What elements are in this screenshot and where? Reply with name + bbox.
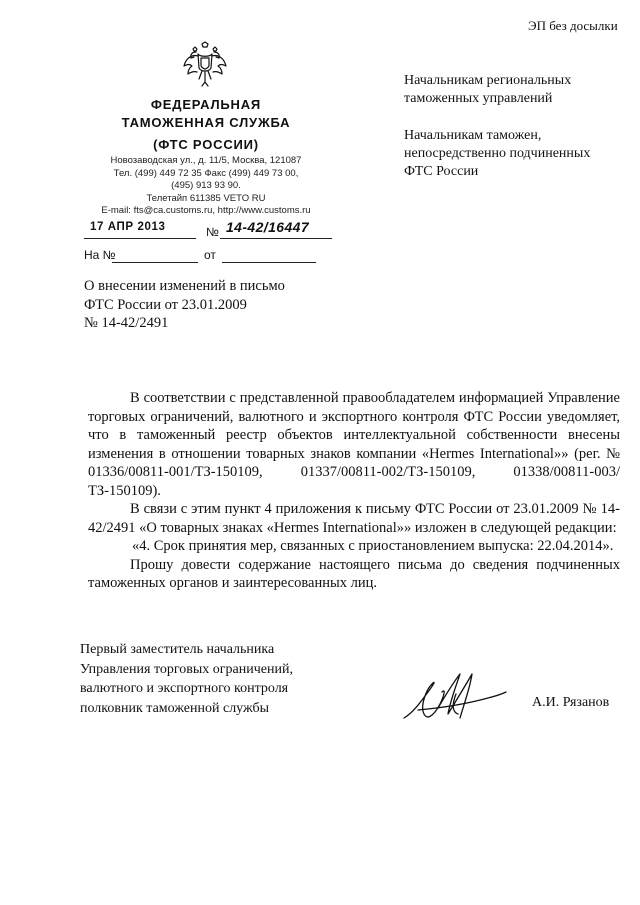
letter-subject — [84, 277, 285, 333]
double-headed-eagle-emblem-icon — [180, 40, 230, 90]
subject-line: № 14-42/2491 — [84, 315, 169, 331]
teletype-line: Телетайп 611385 VETO RU — [146, 192, 266, 204]
addressee-block-regional — [404, 72, 590, 108]
email-line: E-mail: fts@ca.customs.ru, http://www.customs.ru — [101, 205, 311, 216]
addressee-line: непосредственно подчиненных — [404, 146, 591, 161]
addressees — [404, 72, 590, 181]
org-name-line2: ТАМОЖЕННАЯ СЛУЖБА — [121, 115, 291, 130]
position-line: Управления торговых ограничений, — [80, 661, 293, 677]
subject-line: О внесении изменений в письмо — [84, 278, 285, 294]
letter-body — [88, 389, 620, 593]
addressee-block-customs — [404, 127, 590, 181]
position-line: Первый заместитель начальника — [80, 642, 275, 657]
body-paragraph: В соответствии с представленной правообладателем информацией Управление торговых ограничений, валютного и экспортного контроля ФТС России уведомляет, что в таможенный реестр объектов интеллектуальной собственности внесены изменения в отношении товарных знаков компании «Hermes International»» (рег. № 01336/00811-001/ТЗ-150109, 01337/00811-002/ТЗ-150109, 01338/00811-003/ТЗ-150109). — [88, 390, 620, 499]
position-line: валютного и экспортного контроля — [80, 681, 289, 696]
phone-line: (495) 913 93 90. — [171, 180, 241, 191]
org-contact-block — [80, 155, 332, 218]
addressee-line: таможенных управлений — [404, 91, 553, 106]
signatory-position — [80, 640, 293, 718]
handwritten-signature — [398, 664, 514, 740]
reply-to-date-blank — [222, 248, 316, 263]
body-paragraph: В связи с этим пункт 4 приложения к письму ФТС России от 23.01.2009 № 14-42/2491 «О товарных знаках «Hermes International»» изложен в следующей редакции: — [88, 501, 620, 536]
subject-line: ФТС России от 23.01.2009 — [84, 296, 247, 313]
registration-number: 14-42/16447 — [226, 219, 310, 235]
body-paragraph: Прошу довести содержание настоящего письма до сведения подчиненных таможенных органов и заинтересованных лиц. — [88, 556, 620, 591]
addressee-line: ФТС России — [404, 164, 479, 179]
number-label: № — [206, 225, 219, 239]
amended-clause: «4. Срок принятия мер, связанных с приостановлением выпуска: 22.04.2014». — [132, 538, 614, 554]
org-abbreviation: (ФТС РОССИИ) — [153, 137, 259, 152]
signer-name: А.И. Рязанов — [532, 695, 610, 710]
position-line: полковник таможенной службы — [80, 700, 270, 716]
addressee-line: Начальникам таможен, — [404, 128, 542, 143]
registration-date: 17 АПР 2013 — [90, 221, 166, 233]
from-label: от — [204, 248, 216, 262]
addressee-line: Начальникам региональных — [404, 73, 572, 88]
dispatch-note: ЭП без досылки — [528, 18, 618, 33]
address-line: Новозаводская ул., д. 11/5, Москва, 121087 — [110, 155, 302, 166]
reply-to-number-blank — [112, 248, 198, 263]
organization-name — [95, 96, 317, 154]
reply-to-label: На № — [84, 248, 116, 262]
phone-fax-line: Тел. (499) 449 72 35 Факс (499) 449 73 00, — [113, 167, 299, 179]
org-name-line1: ФЕДЕРАЛЬНАЯ — [150, 97, 262, 112]
